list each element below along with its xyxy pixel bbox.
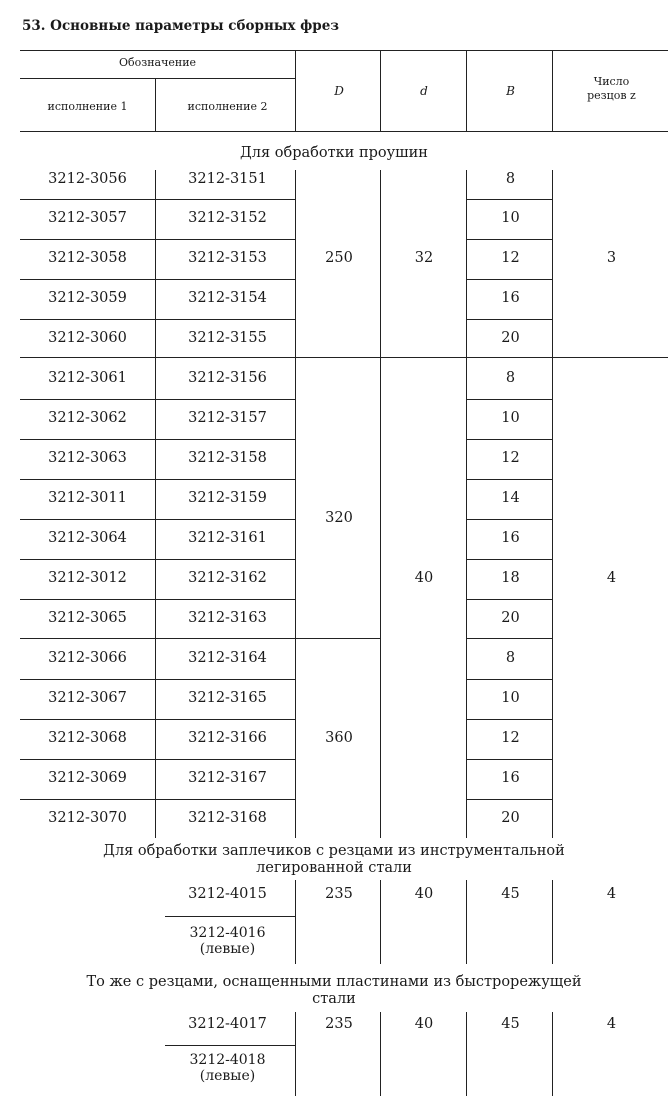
cell-variant-1: 3212-3056	[48, 171, 127, 187]
cell-variant-2: 3212-3167	[188, 770, 267, 786]
rule-row-b	[466, 399, 552, 400]
cell-z-group-2: 4	[606, 570, 617, 586]
cell-B: 10	[501, 210, 520, 226]
rule-row-b	[466, 799, 552, 800]
cell-z: 4	[606, 1016, 617, 1032]
cell-variant-2: 3212-3153	[188, 250, 267, 266]
rule-v-body-1	[155, 170, 156, 838]
cell-variant-2: 3212-3154	[188, 290, 267, 306]
rule-row	[20, 479, 295, 480]
header-variant-1: исполнение 1	[47, 100, 128, 113]
cell-z: 4	[606, 886, 617, 902]
cell-variant-2: 3212-3151	[188, 171, 267, 187]
cell-variant-2: 3212-3155	[188, 330, 267, 346]
rule-v-a-3	[466, 880, 467, 964]
cell-B: 18	[501, 570, 520, 586]
cell-variant-2: 3212-3162	[188, 570, 267, 586]
rule-row-b	[466, 559, 552, 560]
rule-v-a-2	[380, 880, 381, 964]
rule-v-b-2	[380, 1012, 381, 1096]
header-designation: Обозначение	[118, 56, 197, 69]
cell-variant-1: 3212-3012	[48, 570, 127, 586]
header-z-line1: Число	[593, 75, 630, 88]
rule-v-header-2	[295, 50, 296, 131]
table-caption: 53. Основные параметры сборных фрез	[22, 18, 339, 34]
rule-row	[20, 319, 295, 320]
cell-B: 14	[501, 490, 520, 506]
rule-row-b	[466, 439, 552, 440]
rule-row-b	[466, 599, 552, 600]
rule-row	[20, 519, 295, 520]
rule-row	[20, 199, 295, 200]
cell-variant-2: 3212-3156	[188, 370, 267, 386]
cell-variant-1: 3212-3065	[48, 610, 127, 626]
rule-row-b	[466, 519, 552, 520]
cell-left-note: (левые)	[199, 1068, 256, 1084]
cell-D-group-1: 250	[325, 250, 353, 266]
rule-header-mid	[20, 78, 295, 79]
cell-variant-1: 3212-3011	[48, 490, 127, 506]
cell-B: 12	[501, 250, 520, 266]
cell-variant-2: 3212-3166	[188, 730, 267, 746]
rule-row	[20, 279, 295, 280]
rule-row-b	[466, 319, 552, 320]
rule-v-b-3	[466, 1012, 467, 1096]
cell-B: 8	[505, 650, 516, 666]
cell-B: 45	[501, 1016, 520, 1032]
rule-v-body-4	[466, 170, 467, 838]
cell-variant-1: 3212-3057	[48, 210, 127, 226]
cell-variant-1: 3212-3062	[48, 410, 127, 426]
cell-D-group-2: 320	[325, 510, 353, 526]
cell-variant-2: 3212-3165	[188, 690, 267, 706]
cell-variant-1: 3212-3067	[48, 690, 127, 706]
cell-B: 12	[501, 450, 520, 466]
rule-row-b	[466, 479, 552, 480]
rule-row-b	[466, 638, 552, 639]
rule-v-header-5	[552, 50, 553, 131]
rule-row-b	[466, 719, 552, 720]
cell-B: 8	[505, 370, 516, 386]
rule-row-a	[165, 916, 295, 917]
header-d: d	[420, 84, 428, 98]
cell-B: 16	[501, 770, 520, 786]
cell-d: 40	[414, 886, 434, 902]
cell-variant-2: 3212-4017	[188, 1016, 267, 1032]
section-title-lugs: Для обработки проушин	[240, 145, 428, 161]
cell-B: 16	[501, 530, 520, 546]
rule-row	[20, 679, 295, 680]
rule-row	[20, 759, 295, 760]
section-title-hss: То же с резцами, оснащенными пластинами из быстрорежущей	[86, 974, 582, 990]
header-D: D	[334, 84, 344, 98]
cell-D-group-3: 360	[325, 730, 353, 746]
rule-v-a-1	[295, 880, 296, 964]
rule-row-b	[466, 279, 552, 280]
rule-group-1	[20, 357, 668, 358]
cell-d-group-1: 32	[414, 250, 434, 266]
rule-v-b-1	[295, 1012, 296, 1096]
rule-row	[20, 399, 295, 400]
cell-B: 16	[501, 290, 520, 306]
rule-row-b	[466, 199, 552, 200]
rule-v-a-4	[552, 880, 553, 964]
cell-variant-2: 3212-3161	[188, 530, 267, 546]
cell-variant-1: 3212-3069	[48, 770, 127, 786]
cell-variant-1: 3212-3061	[48, 370, 127, 386]
cell-variant-1: 3212-3059	[48, 290, 127, 306]
cell-variant-1: 3212-3058	[48, 250, 127, 266]
rule-v-body-2	[295, 170, 296, 838]
rule-v-b-4	[552, 1012, 553, 1096]
rule-header-bottom	[20, 131, 668, 132]
rule-v-header-1	[155, 78, 156, 131]
rule-row	[20, 439, 295, 440]
cell-D: 235	[325, 886, 353, 902]
cell-d: 40	[414, 1016, 434, 1032]
header-variant-2: исполнение 2	[187, 100, 268, 113]
rule-v-body-5	[552, 170, 553, 838]
rule-row-b	[466, 239, 552, 240]
cell-variant-1: 3212-3066	[48, 650, 127, 666]
cell-B: 12	[501, 730, 520, 746]
rule-group-2	[20, 638, 380, 639]
cell-D: 235	[325, 1016, 353, 1032]
rule-v-header-4	[466, 50, 467, 131]
cell-d-group-2: 40	[414, 570, 434, 586]
cell-B: 20	[501, 610, 520, 626]
rule-row-b2	[165, 1045, 295, 1046]
cell-variant-1: 3212-3068	[48, 730, 127, 746]
section-title-hss-cont: стали	[312, 991, 356, 1007]
cell-left-note: (левые)	[199, 941, 256, 957]
rule-row	[20, 799, 295, 800]
cell-variant-2: 3212-3158	[188, 450, 267, 466]
cell-variant-1: 3212-3070	[48, 810, 127, 826]
cell-B: 20	[501, 810, 520, 826]
cell-variant-1: 3212-3060	[48, 330, 127, 346]
rule-v-body-3	[380, 170, 381, 838]
rule-row-b	[466, 679, 552, 680]
cell-variant-2: 3212-3163	[188, 610, 267, 626]
cell-B: 10	[501, 410, 520, 426]
header-B: B	[506, 84, 515, 98]
rule-v-header-3	[380, 50, 381, 131]
cell-variant-1: 3212-3064	[48, 530, 127, 546]
cell-B: 20	[501, 330, 520, 346]
cell-variant-2-left: 3212-4016	[189, 925, 266, 941]
cell-variant-2: 3212-3164	[188, 650, 267, 666]
cell-variant-2: 3212-3159	[188, 490, 267, 506]
rule-row-b	[466, 759, 552, 760]
rule-top	[20, 50, 668, 51]
section-title-shoulders: Для обработки заплечиков с резцами из инструментальной	[103, 843, 565, 859]
rule-row	[20, 599, 295, 600]
cell-z-group-1: 3	[606, 250, 617, 266]
cell-variant-1: 3212-3063	[48, 450, 127, 466]
cell-B: 45	[501, 886, 520, 902]
header-z-line2: резцов z	[587, 89, 636, 102]
cell-variant-2: 3212-3152	[188, 210, 267, 226]
rule-row	[20, 239, 295, 240]
cell-variant-2: 3212-4015	[188, 886, 267, 902]
rule-row	[20, 559, 295, 560]
rule-row	[20, 719, 295, 720]
section-title-shoulders-cont: легированной стали	[256, 860, 412, 876]
cell-B: 10	[501, 690, 520, 706]
cell-B: 8	[505, 171, 516, 187]
cell-variant-2-left: 3212-4018	[189, 1052, 266, 1068]
cell-variant-2: 3212-3157	[188, 410, 267, 426]
cell-variant-2: 3212-3168	[188, 810, 267, 826]
